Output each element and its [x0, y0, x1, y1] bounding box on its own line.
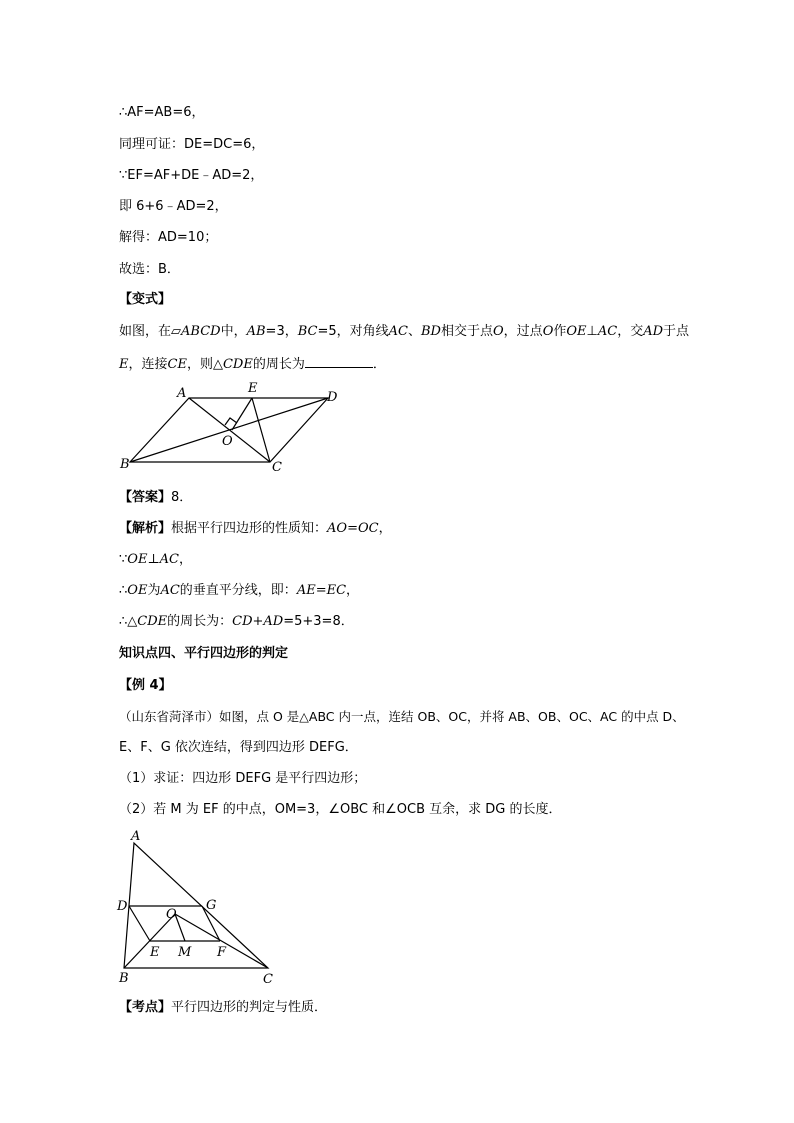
label-m2: M [178, 945, 192, 960]
kaodian-line: 【考点】平行四边形的判定与性质． [119, 1000, 328, 1015]
label-b: B [120, 457, 130, 472]
label-b2: B [119, 971, 129, 986]
analysis-line-1: 【解析】根据平行四边形的性质知：AO=OC， [119, 521, 392, 536]
label-f2: F [217, 945, 227, 960]
solution-line-4: 即 6+6﹣AD=2， [119, 199, 228, 214]
parallelogram-figure [130, 398, 328, 462]
solution-line-2: 同理可证：DE=DC=6， [119, 137, 265, 152]
label-o: O [222, 434, 233, 449]
example-line-4: （2）若 M 为 EF 的中点，OM=3，∠OBC 和∠OCB 互余，求 DG 的长度． [119, 802, 562, 817]
example-line-2: E、F、G 依次连结，得到四边形 DEFG． [119, 740, 358, 755]
answer-line: 【答案】8． [119, 490, 193, 505]
variant-question-line-1: 如图，在▱ABCD中，AB=3，BC=5，对角线AC、BD相交于点O，过点O作OE⊥AC，交AD于点 [119, 324, 690, 339]
label-d: D [327, 390, 338, 405]
label-e2: E [150, 945, 160, 960]
label-a: A [177, 386, 187, 401]
segment-de [129, 906, 150, 941]
solution-line-3: ∵EF=AF+DE﹣AD=2， [119, 168, 264, 183]
section-heading: 知识点四、平行四边形的判定 [119, 646, 289, 661]
example-line-3: （1）求证：四边形 DEFG 是平行四边形； [119, 771, 367, 786]
variant-question-line-2: E，连接CE，则△CDE的周长为 ． [119, 357, 386, 372]
solution-line-5: 解得：AD=10； [119, 230, 218, 245]
solution-line-6: 故选：B． [119, 262, 180, 277]
solution-line-1: ∴AF=AB=6， [119, 105, 205, 120]
triangle-figure [124, 843, 268, 968]
example-line-1: （山东省菏泽市）如图，点 O 是△ABC 内一点，连结 OB、OC，并将 AB、OB、OC、AC 的中点 D、 [119, 709, 685, 724]
analysis-line-3: ∴OE为AC的垂直平分线，即：AE=EC， [119, 583, 360, 598]
variant-heading: 【变式】 [119, 292, 172, 307]
analysis-line-2: ∵OE⊥AC， [119, 552, 193, 567]
label-o2: O [166, 907, 177, 922]
label-a2: A [131, 829, 141, 844]
label-e: E [248, 381, 258, 396]
label-g2: G [206, 898, 217, 913]
label-c2: C [263, 972, 273, 987]
example-tag: 【例 4】 [119, 678, 172, 693]
label-d2: D [117, 899, 128, 914]
analysis-line-4: ∴△CDE的周长为：CD+AD=5+3=8． [119, 614, 354, 629]
label-c: C [272, 460, 282, 475]
segment-ce [252, 398, 270, 462]
